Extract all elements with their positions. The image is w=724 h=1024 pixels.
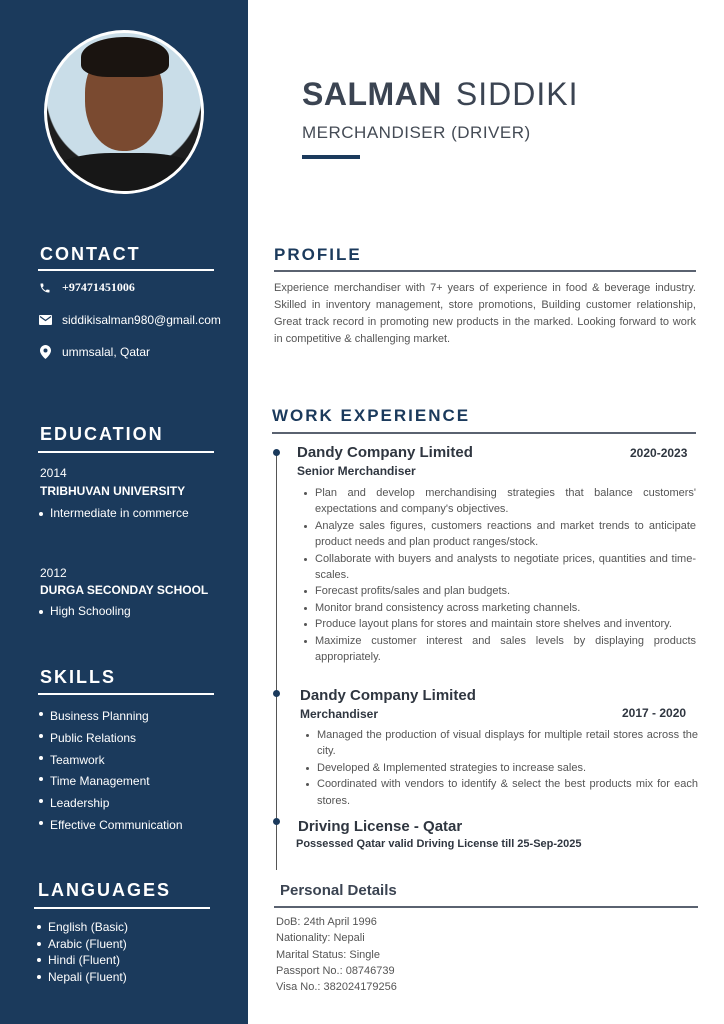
language-item: English (Basic) — [34, 919, 128, 936]
education-school: TRIBHUVAN UNIVERSITY — [40, 484, 186, 498]
job-company: Dandy Company Limited — [300, 687, 476, 704]
job-title: MERCHANDISER (DRIVER) — [302, 123, 531, 142]
profile-heading: PROFILE — [274, 245, 362, 264]
education-school: DURGA SECONDAY SCHOOL — [40, 583, 209, 597]
job-bullet: Maximize customer interest and sales levels by displaying products appropriately. — [300, 633, 696, 666]
language-item: Arabic (Fluent) — [34, 936, 128, 953]
contact-location: ummsalal, Qatar — [62, 345, 151, 359]
contact-divider — [38, 269, 214, 271]
job-bullet: Analyze sales figures, customers reactions and market trends to anticipate product needs and plan product ranges/stock. — [300, 518, 696, 551]
job-role: Senior Merchandiser — [297, 464, 416, 478]
education-details — [36, 506, 189, 520]
timeline-dot — [273, 818, 280, 825]
contact-phone-row[interactable] — [38, 280, 135, 295]
first-name: SALMAN — [302, 76, 442, 112]
contact-email: siddikisalman980@gmail.com — [62, 313, 221, 327]
job-role: Merchandiser — [300, 707, 379, 721]
job-responsibilities — [300, 485, 696, 665]
job-years: 2020-2023 — [630, 446, 688, 460]
contact-location-row — [38, 345, 150, 359]
profile-summary: Experience merchandiser with 7+ years of experience in food & beverage industry. Skilled in inventory management, store promotions, Building customer relationship, Great track record in promoting new products in the marked. Looking forward to work in competitive & challenging market. — [274, 282, 696, 345]
phone-icon — [38, 281, 52, 295]
skill-item: Public Relations — [36, 728, 183, 750]
timeline-dot — [273, 449, 280, 456]
personal-detail-item: DoB: 24th April 1996 — [276, 916, 377, 928]
job-bullet: Forecast profits/sales and plan budgets. — [300, 583, 696, 599]
work-experience-divider — [272, 432, 696, 434]
contact-heading: CONTACT — [40, 244, 141, 264]
personal-detail-item: Marital Status: Single — [276, 948, 380, 961]
skill-item: Business Planning — [36, 706, 183, 728]
personal-details-heading: Personal Details — [280, 882, 397, 899]
skill-item: Effective Communication — [36, 815, 183, 837]
education-details — [36, 604, 131, 618]
job-years: 2017 - 2020 — [622, 706, 687, 720]
skill-item: Leadership — [36, 793, 183, 815]
work-experience-heading: WORK EXPERIENCE — [272, 406, 471, 425]
languages-heading: LANGUAGES — [38, 880, 172, 900]
job-bullet: Plan and develop merchandising strategies that balance customers' expectations and company's objectives. — [300, 485, 696, 518]
education-divider — [38, 451, 214, 453]
photo-hair — [81, 37, 169, 77]
license-title: Driving License - Qatar — [298, 818, 463, 835]
job-bullet: Coordinated with vendors to identify & select the best products mix for each stores. — [302, 776, 698, 809]
full-name — [302, 76, 578, 113]
education-detail-item: Intermediate in commerce — [36, 506, 189, 520]
photo-shirt — [47, 153, 204, 194]
education-year: 2014 — [40, 466, 67, 480]
personal-detail-item: Visa No.: 382024179256 — [276, 981, 397, 994]
sidebar — [0, 0, 248, 1024]
skill-item: Teamwork — [36, 750, 183, 772]
skills-list — [36, 706, 183, 837]
title-underline — [302, 155, 360, 159]
education-detail-item: High Schooling — [36, 604, 131, 618]
education-heading: EDUCATION — [40, 424, 164, 444]
skills-divider — [38, 693, 214, 695]
job-bullet: Developed & Implemented strategies to increase sales. — [302, 760, 698, 776]
languages-divider — [34, 907, 210, 909]
license-detail: Possessed Qatar valid Driving License till 25-Sep-2025 — [296, 838, 582, 850]
last-name: SIDDIKI — [455, 76, 579, 112]
language-item: Nepali (Fluent) — [34, 969, 128, 986]
job-responsibilities — [302, 727, 698, 809]
languages-list — [34, 919, 128, 985]
job-bullet: Produce layout plans for stores and maintain store shelves and inventory. — [300, 616, 696, 632]
personal-detail-item: Passport No.: 08746739 — [276, 964, 395, 977]
skill-item: Time Management — [36, 771, 183, 793]
location-pin-icon — [38, 345, 52, 359]
language-item: Hindi (Fluent) — [34, 952, 128, 969]
job-bullet: Monitor brand consistency across marketing channels. — [300, 600, 696, 616]
timeline-dot — [273, 690, 280, 697]
job-company: Dandy Company Limited — [297, 444, 473, 461]
skills-heading: SKILLS — [40, 667, 117, 687]
personal-detail-item: Nationality: Nepali — [276, 932, 365, 945]
profile-divider — [274, 270, 696, 272]
personal-details-list — [276, 914, 397, 995]
job-bullet: Managed the production of visual displays for multiple retail stores across the city. — [302, 727, 698, 760]
personal-details-divider — [274, 906, 698, 908]
experience-timeline — [276, 452, 277, 870]
job-bullet: Collaborate with buyers and analysts to negotiate prices, quantities and time-scales. — [300, 551, 696, 584]
contact-phone: +97471451006 — [62, 280, 135, 294]
profile-photo — [44, 30, 204, 194]
education-year: 2012 — [40, 566, 67, 580]
mail-icon — [38, 313, 52, 327]
contact-email-row[interactable] — [38, 313, 221, 327]
